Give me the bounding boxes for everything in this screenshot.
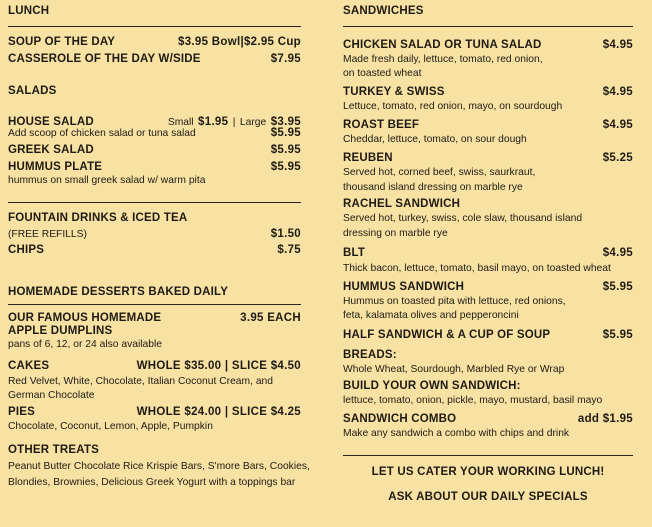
item-price: $4.95	[602, 86, 633, 98]
item-name: HUMMUS PLATE	[8, 161, 103, 173]
item-desc: dressing on marble rye	[343, 228, 448, 239]
menu-item-salad-addon	[8, 127, 301, 139]
divider	[8, 202, 301, 203]
item-price: $5.95	[602, 281, 633, 293]
item-name: PIES	[8, 406, 36, 418]
item-price: $1.50	[270, 228, 301, 240]
item-desc: Whole Wheat, Sourdough, Marbled Rye or Wrap	[343, 364, 565, 375]
item-price: $5.95	[270, 144, 301, 156]
item-desc: thousand island dressing on marble rye	[343, 182, 523, 193]
item-desc: Served hot, corned beef, swiss, saurkraut,	[343, 167, 536, 178]
item-desc: on toasted wheat	[343, 68, 422, 79]
item-name: BLT	[343, 247, 366, 259]
item-price: Small $1.95 | Large $3.95	[167, 116, 301, 128]
drinks-heading: FOUNTAIN DRINKS & ICED TEA	[8, 212, 188, 224]
item-price: $4.95	[602, 247, 633, 259]
item-name: SOUP OF THE DAY	[8, 36, 116, 48]
item-name: TURKEY & SWISS	[343, 86, 445, 98]
item-price: $5.95	[602, 329, 633, 341]
item-name: CHICKEN SALAD OR TUNA SALAD	[343, 39, 542, 51]
item-desc: pans of 6, 12, or 24 also available	[8, 339, 162, 350]
item-desc: feta, kalamata olives and pepperoncini	[343, 310, 519, 321]
lunch-heading: LUNCH	[8, 5, 50, 17]
item-desc: lettuce, tomato, onion, pickle, mayo, mustard, basil mayo	[343, 395, 603, 406]
menu-item-chicken-salad	[343, 39, 633, 51]
item-desc: hummus on small greek salad w/ warm pita	[8, 175, 206, 186]
divider	[8, 26, 301, 27]
menu-item-reuben	[343, 152, 633, 164]
other-treats-heading: OTHER TREATS	[8, 444, 99, 456]
item-price: $7.95	[270, 53, 301, 65]
item-price: WHOLE $35.00 | SLICE $4.50	[136, 360, 301, 372]
menu-item-rachel: RACHEL SANDWICH	[343, 198, 461, 210]
item-desc: Cheddar, lettuce, tomato, on sour dough	[343, 134, 527, 145]
menu-item-blt	[343, 247, 633, 259]
menu-item-apple-dumplins	[8, 312, 301, 324]
menu-item-casserole	[8, 53, 301, 65]
item-price: $.75	[277, 244, 301, 256]
menu-item-refills	[8, 228, 301, 240]
item-price: 3.95 EACH	[240, 312, 301, 324]
item-price: $3.95 Bowl|$2.95 Cup	[178, 36, 301, 48]
item-name: REUBEN	[343, 152, 393, 164]
salads-heading: SALADS	[8, 85, 57, 97]
item-name-line2: APPLE DUMPLINS	[8, 325, 113, 337]
menu-item-hummus-sandwich	[343, 281, 633, 293]
item-price: $4.95	[602, 39, 633, 51]
item-name: GREEK SALAD	[8, 144, 94, 156]
item-name: ROAST BEEF	[343, 119, 420, 131]
item-desc: Blondies, Brownies, Delicious Greek Yogurt with a toppings bar	[8, 477, 296, 488]
menu-item-greek-salad	[8, 144, 301, 156]
menu-item-roast-beef	[343, 119, 633, 131]
item-price: WHOLE $24.00 | SLICE $4.25	[136, 406, 301, 418]
item-desc: Chocolate, Coconut, Lemon, Apple, Pumpkin	[8, 421, 213, 432]
menu-item-half-sandwich	[343, 329, 633, 341]
divider	[343, 455, 633, 456]
item-desc: (FREE REFILLS)	[8, 229, 87, 240]
build-your-own-heading: BUILD YOUR OWN SANDWICH:	[343, 380, 521, 392]
item-name: OUR FAMOUS HOMEMADE	[8, 312, 162, 324]
sandwiches-heading: SANDWICHES	[343, 5, 424, 17]
item-price: $4.95	[602, 119, 633, 131]
item-price: $5.95	[270, 161, 301, 173]
item-desc: German Chocolate	[8, 390, 95, 401]
desserts-heading: HOMEMADE DESSERTS BAKED DAILY	[8, 286, 229, 298]
specials-banner: ASK ABOUT OUR DAILY SPECIALS	[388, 491, 588, 503]
menu-item-turkey-swiss	[343, 86, 633, 98]
menu-item-pies	[8, 406, 301, 418]
menu-item-hummus-plate	[8, 161, 301, 173]
menu-item-soup	[8, 36, 301, 48]
item-price: add $1.95	[577, 413, 633, 425]
item-price: $5.95	[270, 127, 301, 139]
item-name: HALF SANDWICH & A CUP OF SOUP	[343, 329, 551, 341]
item-name: SANDWICH COMBO	[343, 413, 457, 425]
item-desc: Peanut Butter Chocolate Rice Krispie Bars, S'more Bars, Cookies,	[8, 461, 310, 472]
item-desc: Red Velvet, White, Chocolate, Italian Coconut Cream, and	[8, 376, 273, 387]
divider	[343, 26, 633, 27]
item-name: CAKES	[8, 360, 50, 372]
breads-heading: BREADS:	[343, 349, 397, 361]
item-desc: Make any sandwich a combo with chips and drink	[343, 428, 570, 439]
item-desc: Thick bacon, lettuce, tomato, basil mayo, on toasted wheat	[343, 263, 611, 274]
menu-item-cakes	[8, 360, 301, 372]
menu-item-sandwich-combo	[343, 413, 633, 425]
item-name: CHIPS	[8, 244, 45, 256]
catering-banner: LET US CATER YOUR WORKING LUNCH!	[371, 466, 605, 478]
item-desc: Add scoop of chicken salad or tuna salad	[8, 128, 196, 139]
item-desc: Lettuce, tomato, red onion, mayo, on sourdough	[343, 101, 563, 112]
item-desc: Made fresh daily, lettuce, tomato, red onion,	[343, 54, 543, 65]
divider	[8, 304, 301, 305]
item-desc: Served hot, turkey, swiss, cole slaw, thousand island	[343, 213, 583, 224]
item-name: HUMMUS SANDWICH	[343, 281, 465, 293]
item-name: HOUSE SALAD	[8, 116, 94, 128]
item-price: $5.25	[602, 152, 633, 164]
item-desc: Hummus on toasted pita with lettuce, red onions,	[343, 296, 566, 307]
item-name: CASSEROLE OF THE DAY W/SIDE	[8, 53, 201, 65]
menu-item-chips	[8, 244, 301, 256]
